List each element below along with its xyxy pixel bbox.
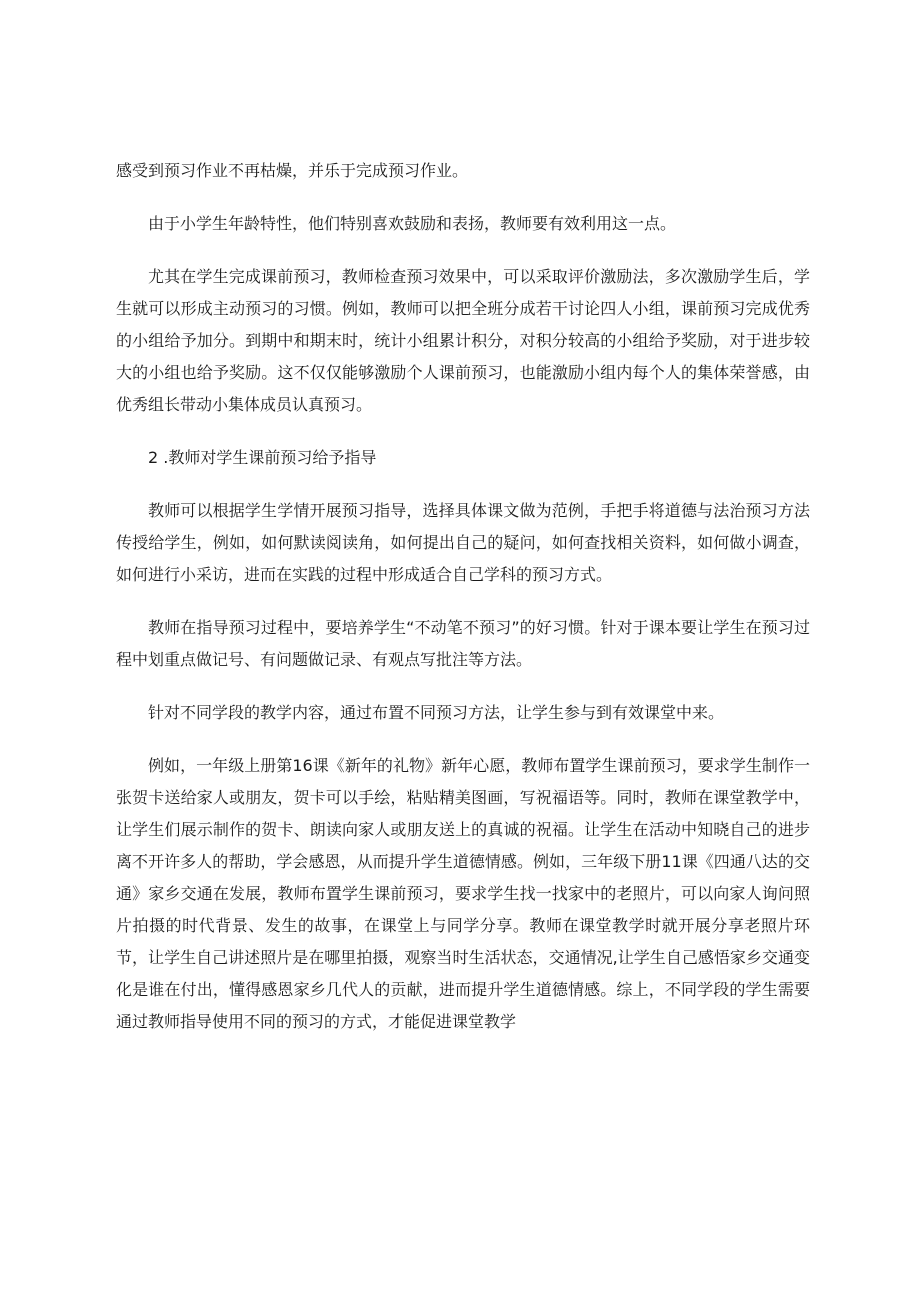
section-heading: 2 .教师对学生课前预习给予指导 <box>148 448 377 467</box>
paragraph-habit: 教师在指导预习过程中，要培养学生“不动笔不预习”的好习惯。针对于课本要让学生在预习过程中划重点做记号、有问题做记录、有观点写批注等方法。 <box>116 618 810 669</box>
paragraph-praise: 由于小学生年龄特性，他们特别喜欢鼓励和表扬，教师要有效利用这一点。 <box>148 214 677 233</box>
paragraph-continuation: 感受到预习作业不再枯燥，并乐于完成预习作业。 <box>116 161 469 180</box>
paragraph-incentive: 尤其在学生完成课前预习，教师检查预习效果中，可以采取评价激励法，多次激励学生后，学生就可以形成主动预习的习惯。例如，教师可以把全班分成若干讨论四人小组，课前预习完成优秀的小组给予加分。到期中和期末时，统计小组累计积分，对积分较高的小组给予奖励，对于进步较大的小组也给予奖励。这不仅仅能够激励个人课前预习，也能激励小组内每个人的集体荣誉感，由优秀组长带动小集体成员认真预习。 <box>116 267 810 414</box>
document-body <box>116 155 810 1059</box>
paragraph-guidance: 教师可以根据学生学情开展预习指导，选择具体课文做为范例，手把手将道德与法治预习方法传授给学生，例如，如何默读阅读角，如何提出自己的疑问，如何查找相关资料，如何做小调查，如何进行小采访，进而在实践的过程中形成适合自己学科的预习方式。 <box>116 501 810 584</box>
paragraph-examples: 例如，一年级上册第16课《新年的礼物》新年心愿，教师布置学生课前预习，要求学生制作一张贺卡送给家人或朋友，贺卡可以手绘，粘贴精美图画，写祝福语等。同时，教师在课堂教学中，让学生们展示制作的贺卡、朗读向家人或朋友送上的真诚的祝福。让学生在活动中知晓自己的进步离不开许多人的帮助，学会感恩，从而提升学生道德情感。例如，三年级下册11课《四通八达的交通》家乡交通在发展，教师布置学生课前预习，要求学生找一找家中的老照片，可以向家人询问照片拍摄的时代背景、发生的故事，在课堂上与同学分享。教师在课堂教学时就开展分享老照片环节，让学生自己讲述照片是在哪里拍摄，观察当时生活状态，交通情况,让学生自己感悟家乡交通变化是谁在付出，懂得感恩家乡几代人的贡献，进而提升学生道德情感。综上，不同学段的学生需要通过教师指导使用不同的预习的方式，才能促进课堂教学 <box>116 756 810 1031</box>
paragraph-stages: 针对不同学段的教学内容，通过布置不同预习方法，让学生参与到有效课堂中来。 <box>148 703 725 722</box>
